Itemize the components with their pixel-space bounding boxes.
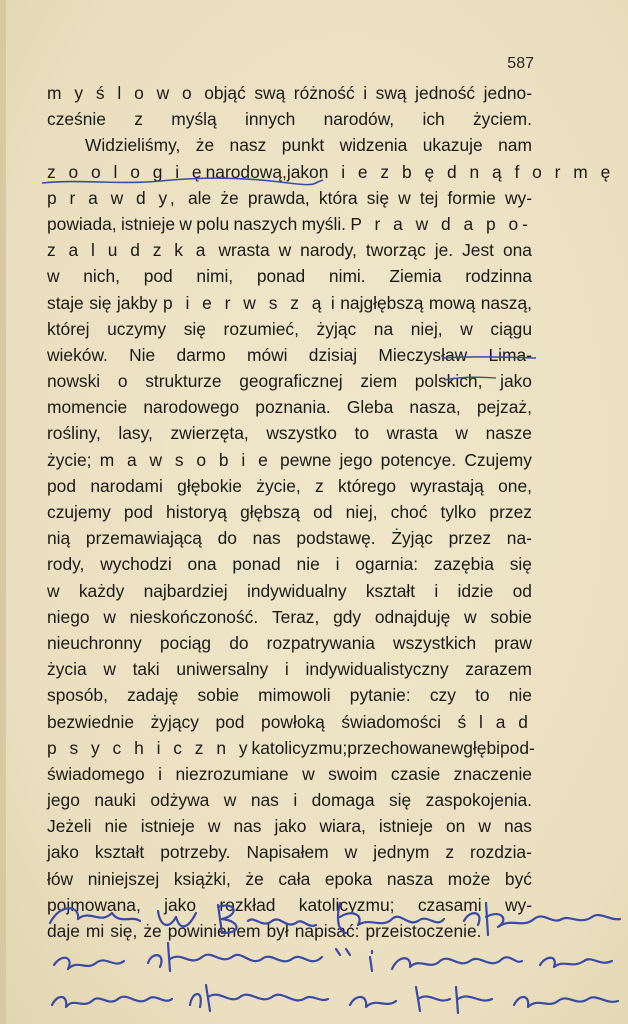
word: powiada, [47,213,117,234]
word: swą [375,83,407,103]
text-line [47,185,532,211]
text-line [47,735,535,761]
text-line [47,682,532,708]
word: że [195,135,215,156]
word: w [464,606,477,627]
word: idzie [457,580,494,601]
word: Ziemia [389,266,442,287]
word: nieuchronny [47,632,142,653]
word: Gleba [346,397,394,418]
word: wy- [504,187,532,208]
word: niego [47,606,90,627]
word: ona [187,554,217,575]
word: powinienem [167,921,261,941]
word: wszystko [266,423,337,444]
text-line [47,551,532,577]
word: od [512,580,532,601]
word: książki, [173,868,231,889]
word: darmo [176,344,226,365]
word: polskich, [414,371,483,392]
word: ona [502,240,532,261]
word: narodowego [143,397,240,418]
word: jego [339,449,373,470]
spaced-word: m y ś l o w o [47,83,196,103]
word: cześnie [47,109,106,130]
spaced-word: m a w s o b i e [99,449,272,470]
word: świadomości [341,711,441,732]
word: jako [274,816,307,837]
word: i [158,763,162,784]
spaced-word: p r a w d y, [47,187,179,208]
word: pod [47,475,77,496]
word: sobie [197,685,240,706]
word: polu [196,213,230,234]
word: Jest [462,240,494,261]
word: potrzeby. [160,842,231,863]
word: pod- [500,737,535,758]
word: myślą [171,109,217,130]
text-line [47,473,532,499]
text-line [47,237,532,263]
word: i [284,659,289,680]
word: że [143,921,162,941]
word: i [434,580,439,601]
spaced-word: ś l a d [457,711,532,732]
word: ukazuje [422,135,483,156]
word: gdy [333,606,362,627]
word: swą [254,83,286,103]
word: przez [448,528,492,549]
word: nauki [94,790,136,811]
word: czasami [417,894,482,915]
word: nasze [485,423,532,444]
word: odnajduję [374,606,451,627]
word: nasza [386,868,434,889]
page-number: 587 [507,55,534,72]
text-line [47,106,532,132]
word: rośliny, [47,423,101,444]
text-line [47,709,532,735]
word: w [478,816,491,837]
word: w [47,266,60,287]
word: tworząc [365,240,426,261]
word: najbardziej [143,580,228,601]
word: narodową, [205,161,287,182]
word: czasie [390,763,441,784]
word: wszystkich [393,632,477,653]
word: indywidualistyczny [305,659,449,680]
word: zarazem [465,659,532,680]
word: formie [447,187,496,208]
word: w [450,737,464,758]
word: uczymy [107,318,167,339]
word: pod [123,502,153,522]
word: nasz [229,135,267,156]
word: daje [47,921,80,941]
word: uniwersalny [176,659,269,680]
word: się [89,292,112,313]
text-line [47,604,532,630]
word: być [504,868,532,889]
text-line [47,525,532,551]
word: w [455,423,468,444]
word: geograficznej [239,371,343,392]
word: ale [187,187,212,208]
word: rozkład [219,894,276,915]
text-line [47,420,532,446]
word: życie, [256,475,301,496]
text-line [47,813,532,839]
word: tej [419,187,439,208]
text-line [47,787,532,813]
word: Lima- [488,344,532,365]
word: narody, [300,240,357,261]
word: myśli. [301,213,347,234]
word: nie [104,816,128,837]
word: naszą, [480,292,532,313]
word: jako [47,842,79,863]
word: wychodzi [100,554,172,575]
word: się [366,187,389,208]
word: pewne [280,449,332,470]
word: od [313,502,333,522]
word: Teraz, [271,606,320,627]
word: że [220,187,239,208]
spaced-word: P r a w d a p o- [350,213,532,234]
word: w [460,318,473,339]
word: w [47,580,60,601]
word: pod [215,711,245,732]
word: istnieje [378,816,433,837]
word: narodami [90,475,163,496]
word: on [446,816,466,837]
word: mową [428,292,476,313]
word: istnieje [140,816,195,837]
word: i [363,83,368,103]
word: żyjący [150,711,199,732]
page-edge [0,0,6,1024]
word: zaspokojenia. [425,790,532,811]
word: nowski [47,371,101,392]
word: ich [422,109,445,130]
word: nią [47,528,71,549]
word: choć [390,502,428,522]
text-line [47,316,532,342]
word: sobie [490,606,532,627]
pen-underline-zoologie [40,173,325,187]
word: rozpatrywania [266,632,375,653]
word: nieskończoność. [129,606,259,627]
word: przeistoczenie. [365,921,482,941]
word: o [117,371,128,392]
word: zadaję [127,685,179,706]
word: jedność [415,83,476,103]
word: z [315,475,324,496]
word: punkt [281,135,325,156]
word: w [179,213,192,234]
word: do [217,528,237,549]
text-line [47,578,532,604]
word: one, [498,475,532,496]
word: nie [296,554,320,575]
word: Napisałem [246,842,329,863]
word: katolicyzmu; [298,894,395,915]
body-text [47,80,615,944]
word: nas [503,816,532,837]
word: jednym [373,842,430,863]
word: powłoką [261,711,325,732]
word: staje [47,292,84,313]
word: cała [278,868,311,889]
word: nas [252,528,281,549]
word: mimowoli [258,685,331,706]
word: jako [500,371,532,392]
text-line [47,211,532,237]
text-line [47,839,532,865]
spaced-word: p i e r w s z ą [162,292,326,313]
word: je. [434,240,454,261]
word: niniejszej [87,868,160,889]
text-line [47,132,532,158]
word: naszych [233,213,298,234]
word: poznania. [255,397,331,418]
text-line [47,866,532,892]
word: na [373,318,394,339]
word: mi [85,921,105,941]
word: nimi. [328,266,366,287]
word: w [103,606,116,627]
word: czujemy [47,502,111,522]
word: Mieczysław [378,344,468,365]
word: w [223,790,237,811]
word: każdy [78,580,125,601]
word: najgłębszą [340,292,424,313]
word: ponad [232,554,281,575]
word: znaczenie [453,763,532,784]
word: może [447,868,491,889]
word: życia [47,659,87,680]
word: ogarnia: [355,554,419,575]
word: taki [132,659,160,680]
word: pod [143,266,173,287]
word: to [354,423,369,444]
text-line [47,761,532,787]
word: czy [429,685,456,706]
word: jako [286,161,319,182]
word: Widzieliśmy, [85,135,181,156]
word: zwierzęta, [170,423,249,444]
word: nimi, [196,266,234,287]
word: i [293,790,298,811]
word: katolicyzmu; [251,737,348,758]
word: wiara, [319,816,366,837]
word: zazębia [433,554,494,575]
spaced-word: z a l u d z k a [47,240,210,261]
word: w [344,842,358,863]
handwritten-note [40,895,625,1020]
word: w [278,240,292,261]
word: mówi [246,344,288,365]
word: nam [498,135,532,156]
word: ponad [256,266,306,287]
word: która [318,187,358,208]
word: pejzaż, [476,397,532,418]
word: odżywa [150,790,210,811]
word: w [302,763,315,784]
spaced-word: n i e z b ę d n ą f o r m ę [318,161,615,182]
word: do [229,632,249,653]
word: objąć [204,83,246,103]
word: prawda, [247,187,310,208]
word: głębokie [177,475,242,496]
word: z [134,109,143,130]
word: w [398,187,411,208]
word: niezrozumiane [175,763,289,784]
word: rodzinna [465,266,532,287]
word: wrasta [218,240,270,261]
word: kształt [94,842,145,863]
word: był [266,921,289,941]
word: napisać: [294,921,360,941]
word: dzisiaj [308,344,358,365]
word: innych [244,109,296,130]
word: Czujemy [464,449,532,470]
text-line [47,290,532,316]
word: jego [47,790,80,811]
word: nasza, [409,397,461,418]
word: kształt [365,580,416,601]
word: niej, [410,318,443,339]
word: jedno- [483,83,532,103]
word: ciągu [490,318,532,339]
word: podstawę. [296,528,376,549]
word: tylko [440,502,477,522]
word: pytanie: [349,685,411,706]
word: głębi [463,737,500,758]
word: której [47,318,90,339]
word: rozdzia- [470,842,532,863]
word: nas [250,790,279,811]
word: różność [293,83,355,103]
word: Jeżeli [47,816,92,837]
word: swoim [328,763,378,784]
word: niej, [345,502,378,522]
word: potencye. [380,449,457,470]
word: widzenia [339,135,408,156]
word: lasy, [118,423,153,444]
word: jako [164,894,197,915]
word: przemawiającą [85,528,202,549]
word: głębszą [240,502,301,522]
word: momencie [47,397,128,418]
text-line [47,80,532,106]
word: przechowane [347,737,451,758]
text-line [47,447,532,473]
word: którego [338,475,397,496]
word: domaga [311,790,375,811]
word: się [509,554,532,575]
word: nich, [83,266,120,287]
word: się, [110,921,138,941]
word: bezwiednie [47,711,135,732]
spaced-word: z o o l o g i ę [47,161,206,182]
word: wy- [504,894,532,915]
word: i [335,554,340,575]
word: żyjąc [316,318,357,339]
text-line [47,656,532,682]
word: Nie [129,344,156,365]
spaced-word: p s y c h i c z n y [47,737,252,758]
word: pojmowana, [47,894,141,915]
word: wieków. [47,344,108,365]
word: w [207,816,221,837]
word: z [445,842,455,863]
word: wrasta [386,423,438,444]
word: to [475,685,490,706]
word: że [245,868,264,889]
word: nas [233,816,262,837]
word: pociąg [159,632,212,653]
word: wyrastają [410,475,484,496]
word: życie; [47,449,92,470]
word: epoka [324,868,373,889]
word: historyą [166,502,227,522]
word: świadomego [47,763,145,784]
word: narodów, [323,109,395,130]
word: łów [47,868,74,889]
word: Żyjąc [391,528,433,549]
word: i [330,292,335,313]
text-line [47,499,532,525]
word: istnieje [120,213,176,234]
word: nie [508,685,532,706]
text-line [47,394,532,420]
word: w [103,659,116,680]
word: rozumieć, [223,318,299,339]
word: rody, [47,554,85,575]
word: sposób, [47,685,108,706]
word: przez [489,502,532,522]
word: życiem. [472,109,532,130]
word: się [183,318,206,339]
word: praw [494,632,532,653]
pen-underline-limanowski [440,354,540,384]
word: na- [506,528,532,549]
word: się [388,790,412,811]
word: ziem [360,371,398,392]
word: indywidualny [246,580,347,601]
word: strukturze [145,371,222,392]
text-line [47,630,532,656]
text-line [47,263,532,289]
word: jakby [116,292,158,313]
